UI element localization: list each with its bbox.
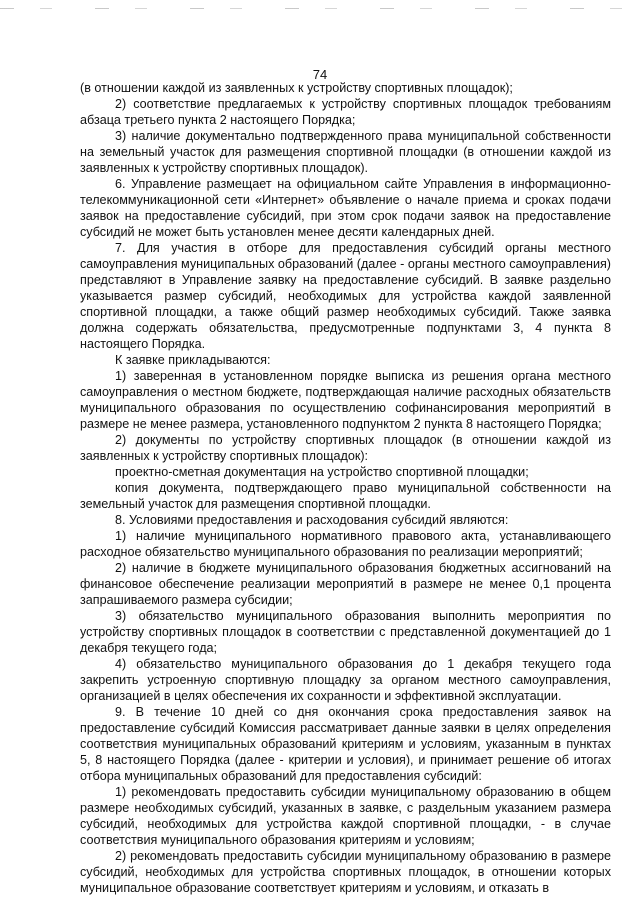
paragraph-sub-item: копия документа, подтверждающего право муниципальной собственности на земельный участок для размещения спортивной площадки. (80, 481, 611, 511)
paragraph-clause-7: 7. Для участия в отборе для предоставления субсидий органы местного самоуправления муниципальных образований (далее - органы местного самоуправления) представляют в Управление заявку на предоставление субсидий. В заявке раздельно указывается размер субсидий, необходимых для устройства каждой заявленной спортивной площадки, а также общий размер необходимых субсидий. Также заявка должна содержать обязательства, предусмотренные подпунктами 3, 4 пункта 8 настоящего Порядка. (80, 241, 611, 351)
paragraph-sub-item: 2) документы по устройству спортивных площадок (в отношении каждой из заявленных к устройству спортивных площадок): (80, 433, 611, 463)
paragraph-sub-item: 3) обязательство муниципального образования выполнить мероприятия по устройству спортивных площадок в соответствии с представленной документацией до 1 декабря текущего года; (80, 609, 611, 655)
paragraph-sub-item: 1) наличие муниципального нормативного правового акта, устанавливающего расходное обязательство муниципального образования по реализации мероприятий; (80, 529, 611, 559)
paragraph-clause-6: 6. Управление размещает на официальном сайте Управления в информационно-телекоммуникационной сети «Интернет» объявление о начале приема и сроках подачи заявок на предоставление субсидий, при этом срок подачи заявок на предоставление субсидий не может быть установлен менее десяти календарных дней. (80, 177, 611, 239)
paragraph-sub-item: 3) наличие документально подтвержденного права муниципальной собственности на земельный участок для размещения спортивной площадки (в отношении каждой из заявленных к устройству спортивных площадок). (80, 129, 611, 175)
paragraph-sub-item: 4) обязательство муниципального образования до 1 декабря текущего года закрепить устроенную спортивную площадку за органом местного самоуправления, организацией в целях обеспечения их сохранности и эффективной эксплуатации. (80, 657, 611, 703)
paragraph-sub-item: 1) рекомендовать предоставить субсидии муниципальному образованию в общем размере необходимых субсидий, указанных в заявке, с раздельным указанием размера субсидий, необходимых для устройства каждой спортивной площадки, - в случае соответствия муниципального образования критериям и условиям; (80, 785, 611, 847)
paragraph-clause-9: 9. В течение 10 дней со дня окончания срока предоставления заявок на предоставление субсидий Комиссия рассматривает данные заявки в целях определения соответствия муниципальных образований критериям и условиям, указанным в пунктах 5, 8 настоящего Порядка (далее - критерии и условия), и принимает решение об итогах отбора муниципальных образований для предоставления субсидий: (80, 705, 611, 783)
paragraph-sub-item: проектно-сметная документация на устройство спортивной площадки; (115, 465, 529, 479)
paragraph-sub-item: 2) соответствие предлагаемых к устройству спортивных площадок требованиям абзаца третьего пункта 2 настоящего Порядка; (80, 97, 611, 127)
scan-artifact-line (0, 8, 640, 9)
paragraph-continuation: (в отношении каждой из заявленных к устройству спортивных площадок); (80, 81, 513, 95)
paragraph-clause-8: 8. Условиями предоставления и расходования субсидий являются: (115, 513, 509, 527)
page-number: 74 (312, 67, 328, 82)
paragraph-attachments-intro: К заявке прикладываются: (115, 353, 271, 367)
paragraph-sub-item: 2) наличие в бюджете муниципального образования бюджетных ассигнований на финансовое обеспечение реализации мероприятий в размере не менее 0,1 процента запрашиваемого размера субсидии; (80, 561, 611, 607)
paragraph-sub-item: 2) рекомендовать предоставить субсидии муниципальному образованию в размере субсидий, необходимых для устройства спортивных площадок, в отношении которых муниципальное образование соответствует критериям и условиям, и отказать в (80, 849, 611, 895)
paragraph-sub-item: 1) заверенная в установленном порядке выписка из решения органа местного самоуправления о местном бюджете, подтверждающая наличие расходных обязательств муниципального образования по осуществлению софинансирования мероприятий в размере не менее размера, установленного подпунктом 2 пункта 8 настоящего Порядка; (80, 369, 611, 431)
document-body (80, 80, 611, 896)
